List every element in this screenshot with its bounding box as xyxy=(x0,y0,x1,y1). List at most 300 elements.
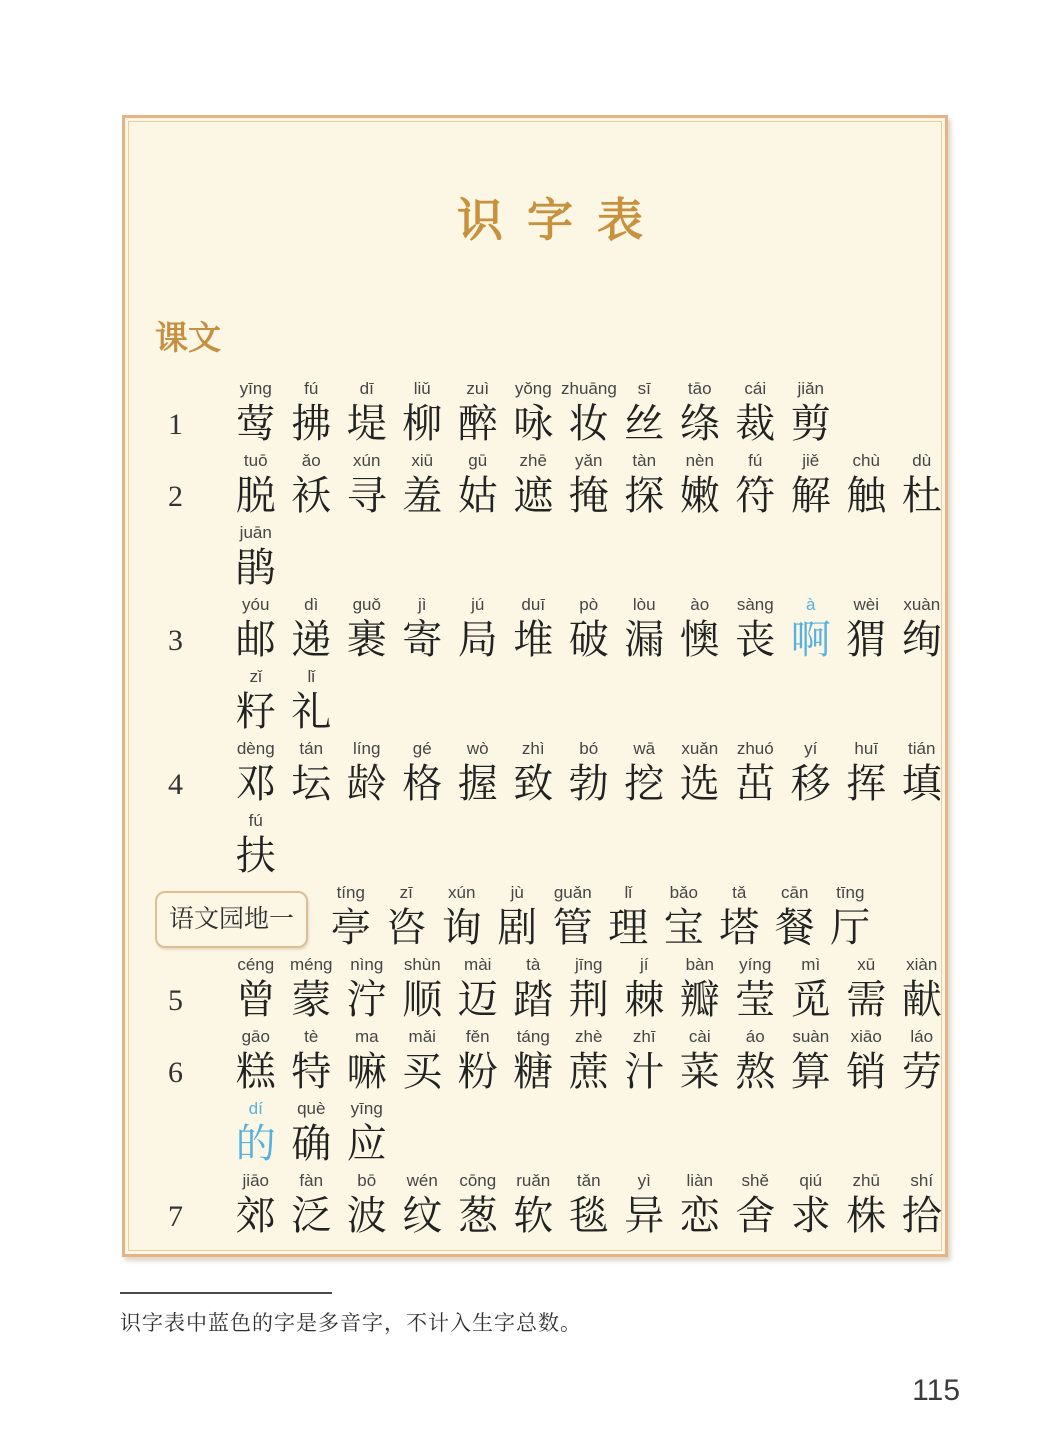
character: 拾 xyxy=(901,1193,942,1238)
char-cells xyxy=(228,735,950,807)
char-cell xyxy=(506,1167,562,1239)
char-cell xyxy=(339,375,395,447)
character: 丝 xyxy=(624,401,665,446)
char-cell xyxy=(450,735,506,807)
pinyin: zī xyxy=(399,883,413,902)
char-cell xyxy=(839,735,895,807)
character: 拂 xyxy=(291,401,332,446)
pinyin: nèn xyxy=(685,451,714,470)
character: 荆 xyxy=(568,977,609,1022)
pinyin: chù xyxy=(852,451,880,470)
character: 扶 xyxy=(235,833,276,878)
character: 堤 xyxy=(346,401,387,446)
char-cell xyxy=(339,735,395,807)
character: 泞 xyxy=(346,977,387,1022)
char-cell xyxy=(894,951,950,1023)
pinyin: jiāo xyxy=(242,1171,269,1190)
pinyin: wò xyxy=(466,739,489,758)
pinyin: cài xyxy=(688,1027,711,1046)
char-cell xyxy=(839,1167,895,1239)
character: 符 xyxy=(735,473,776,518)
pinyin: tāo xyxy=(687,379,712,398)
char-cell xyxy=(783,591,839,663)
character: 莺 xyxy=(235,401,276,446)
character: 填 xyxy=(901,761,942,806)
pinyin: tè xyxy=(304,1027,319,1046)
pinyin: shě xyxy=(741,1171,769,1190)
character-polyphonic: 啊 xyxy=(790,617,831,662)
char-cell xyxy=(228,735,284,807)
char-cell xyxy=(617,447,673,519)
page-title: 识字表 xyxy=(457,193,667,247)
character: 熬 xyxy=(735,1049,776,1094)
char-cell xyxy=(728,447,784,519)
char-cell xyxy=(672,375,728,447)
pinyin: méng xyxy=(289,955,333,974)
character: 坛 xyxy=(291,761,332,806)
character: 袄 xyxy=(291,473,332,518)
char-cell xyxy=(450,591,506,663)
character: 理 xyxy=(608,905,649,950)
pinyin: jí xyxy=(640,955,649,974)
pinyin: fú xyxy=(304,379,319,398)
char-cell xyxy=(839,1023,895,1095)
character: 挥 xyxy=(846,761,887,806)
pinyin: lòu xyxy=(632,595,656,614)
pinyin: zuì xyxy=(466,379,490,398)
pinyin: céng xyxy=(237,955,275,974)
character: 舍 xyxy=(735,1193,776,1238)
lesson-row xyxy=(155,951,945,1023)
pinyin: xún xyxy=(353,451,381,470)
footnote xyxy=(120,1292,582,1337)
char-cell xyxy=(284,663,340,735)
character: 触 xyxy=(846,473,887,518)
character: 葱 xyxy=(457,1193,498,1238)
char-cell xyxy=(728,1023,784,1095)
char-cells xyxy=(228,1095,395,1167)
pinyin: shùn xyxy=(403,955,441,974)
pinyin: dì xyxy=(304,595,319,614)
pinyin: lǐ xyxy=(307,667,316,686)
char-cell xyxy=(894,1023,950,1095)
char-cell xyxy=(728,375,784,447)
pinyin: lǐ xyxy=(624,883,633,902)
row-number: 4 xyxy=(168,768,183,801)
lesson-row xyxy=(155,879,945,951)
char-cell xyxy=(339,1167,395,1239)
character: 移 xyxy=(790,761,831,806)
pinyin: zhì xyxy=(521,739,545,758)
pinyin: yí xyxy=(804,739,818,758)
pinyin: à xyxy=(806,595,816,614)
char-cell xyxy=(450,375,506,447)
pinyin: mì xyxy=(801,955,821,974)
pinyin: jiě xyxy=(802,451,820,470)
pinyin: fàn xyxy=(299,1171,324,1190)
lesson-row xyxy=(155,1095,945,1167)
pinyin: juān xyxy=(239,523,272,542)
character: 踏 xyxy=(513,977,554,1022)
pinyin: huī xyxy=(854,739,879,758)
character: 醉 xyxy=(457,401,498,446)
pinyin: sàng xyxy=(736,595,774,614)
char-cell xyxy=(379,879,435,951)
pinyin: wén xyxy=(406,1171,438,1190)
character: 塔 xyxy=(719,905,760,950)
char-cell xyxy=(450,1167,506,1239)
pinyin: jì xyxy=(418,595,427,614)
pinyin: ruǎn xyxy=(516,1171,551,1190)
character: 顺 xyxy=(402,977,443,1022)
character: 迈 xyxy=(457,977,498,1022)
pinyin: wèi xyxy=(853,595,879,614)
pinyin: zhē xyxy=(519,451,547,470)
character: 羞 xyxy=(402,473,443,518)
char-cell xyxy=(228,591,284,663)
char-cell xyxy=(728,591,784,663)
character: 丧 xyxy=(735,617,776,662)
pinyin: cān xyxy=(781,883,809,902)
pinyin: tián xyxy=(908,739,936,758)
char-cell xyxy=(712,879,768,951)
char-cell xyxy=(228,1167,284,1239)
pinyin: dù xyxy=(912,451,932,470)
char-cell xyxy=(395,591,451,663)
pinyin: xū xyxy=(857,955,876,974)
pinyin: mài xyxy=(464,955,492,974)
character: 糕 xyxy=(235,1049,276,1094)
char-cell xyxy=(339,447,395,519)
character: 龄 xyxy=(346,761,387,806)
char-cell xyxy=(672,735,728,807)
pinyin: cōng xyxy=(459,1171,497,1190)
pinyin: tíng xyxy=(336,883,365,902)
character: 确 xyxy=(291,1121,332,1166)
pinyin: jīng xyxy=(575,955,603,974)
pinyin: tǎn xyxy=(576,1171,601,1190)
character: 粉 xyxy=(457,1049,498,1094)
char-cell xyxy=(672,591,728,663)
lesson-row xyxy=(155,375,945,447)
char-cell xyxy=(561,375,617,447)
character: 软 xyxy=(513,1193,554,1238)
pinyin: gāo xyxy=(241,1027,270,1046)
char-cell xyxy=(783,1023,839,1095)
pinyin: áo xyxy=(745,1027,765,1046)
pinyin: qiú xyxy=(799,1171,823,1190)
char-cell xyxy=(228,447,284,519)
row-number: 7 xyxy=(168,1200,183,1233)
pinyin: xuǎn xyxy=(681,739,719,758)
char-cell xyxy=(450,951,506,1023)
pinyin: yíng xyxy=(739,955,772,974)
char-cell xyxy=(783,1167,839,1239)
lesson-row xyxy=(155,519,945,591)
character: 绦 xyxy=(679,401,720,446)
character: 劳 xyxy=(901,1049,942,1094)
character: 嫩 xyxy=(679,473,720,518)
character: 柳 xyxy=(402,401,443,446)
lesson-row xyxy=(155,807,945,879)
char-cell xyxy=(561,1167,617,1239)
char-cell xyxy=(823,879,879,951)
character: 剧 xyxy=(497,905,538,950)
char-cell xyxy=(894,591,950,663)
pinyin: yīng xyxy=(350,1099,383,1118)
pinyin: cái xyxy=(744,379,767,398)
character: 宝 xyxy=(663,905,704,950)
character: 邮 xyxy=(235,617,276,662)
char-cell xyxy=(395,735,451,807)
pinyin: jù xyxy=(510,883,524,902)
pinyin: zhuāng xyxy=(561,379,617,398)
char-cell xyxy=(434,879,490,951)
pinyin: xún xyxy=(448,883,476,902)
character: 解 xyxy=(790,473,831,518)
character-rows xyxy=(155,375,945,1239)
char-cells xyxy=(228,1167,950,1239)
lesson-row xyxy=(155,447,945,519)
pinyin: liǔ xyxy=(413,379,431,398)
char-cells xyxy=(228,807,284,879)
character: 寄 xyxy=(402,617,443,662)
character: 需 xyxy=(846,977,887,1022)
character: 妆 xyxy=(568,401,609,446)
pinyin: xiàn xyxy=(906,955,938,974)
character: 毯 xyxy=(568,1193,609,1238)
character: 剪 xyxy=(790,401,831,446)
char-cell xyxy=(506,951,562,1023)
character: 漏 xyxy=(624,617,665,662)
pinyin: wā xyxy=(633,739,656,758)
character: 握 xyxy=(457,761,498,806)
char-cell xyxy=(783,951,839,1023)
char-cell xyxy=(228,1023,284,1095)
character: 遮 xyxy=(513,473,554,518)
pinyin: bō xyxy=(357,1171,377,1190)
pinyin: líng xyxy=(353,739,381,758)
character: 汁 xyxy=(624,1049,665,1094)
char-cell xyxy=(601,879,657,951)
pinyin: gé xyxy=(412,739,432,758)
char-cell xyxy=(561,1023,617,1095)
pinyin: táng xyxy=(516,1027,550,1046)
char-cells xyxy=(228,447,950,519)
lesson-row xyxy=(155,1167,945,1239)
character-polyphonic: 的 xyxy=(235,1121,276,1166)
char-cell xyxy=(617,1167,673,1239)
character: 销 xyxy=(846,1049,887,1094)
char-cell xyxy=(323,879,379,951)
char-cell xyxy=(284,735,340,807)
char-cell xyxy=(617,1023,673,1095)
char-cell xyxy=(617,375,673,447)
character: 脱 xyxy=(235,473,276,518)
char-cell xyxy=(728,735,784,807)
character: 特 xyxy=(291,1049,332,1094)
char-cell xyxy=(506,447,562,519)
character: 裁 xyxy=(735,401,776,446)
char-cell xyxy=(839,591,895,663)
pinyin: yīng xyxy=(239,379,272,398)
char-cell xyxy=(728,951,784,1023)
character: 茁 xyxy=(735,761,776,806)
char-cell xyxy=(672,447,728,519)
char-cell xyxy=(450,1023,506,1095)
row-number: 3 xyxy=(168,624,183,657)
char-cell xyxy=(656,879,712,951)
pinyin: liàn xyxy=(686,1171,713,1190)
char-cells xyxy=(323,879,878,951)
character: 嘛 xyxy=(346,1049,387,1094)
character: 姑 xyxy=(457,473,498,518)
pinyin: bó xyxy=(579,739,599,758)
char-cell xyxy=(617,735,673,807)
pinyin: dèng xyxy=(236,739,275,758)
lesson-row xyxy=(155,735,945,807)
char-cell xyxy=(839,951,895,1023)
char-cell xyxy=(395,951,451,1023)
char-cell xyxy=(561,591,617,663)
char-cell xyxy=(728,1167,784,1239)
char-cell xyxy=(894,735,950,807)
character: 献 xyxy=(901,977,942,1022)
character: 勃 xyxy=(568,761,609,806)
pinyin: fú xyxy=(248,811,263,830)
character: 恋 xyxy=(679,1193,720,1238)
character: 掩 xyxy=(568,473,609,518)
char-cells xyxy=(228,663,339,735)
footnote-divider xyxy=(120,1292,332,1294)
character: 波 xyxy=(346,1193,387,1238)
pinyin: jú xyxy=(471,595,485,614)
character: 递 xyxy=(291,617,332,662)
char-cell xyxy=(395,447,451,519)
pinyin: láo xyxy=(910,1027,934,1046)
pinyin: tàn xyxy=(632,451,657,470)
character: 鹃 xyxy=(235,545,276,590)
pinyin: jiǎn xyxy=(797,379,824,398)
char-cell xyxy=(783,375,839,447)
pinyin: ma xyxy=(354,1027,379,1046)
pinyin: zhī xyxy=(632,1027,656,1046)
char-cell xyxy=(284,447,340,519)
pinyin: dī xyxy=(359,379,374,398)
pinyin: ào xyxy=(690,595,710,614)
pinyin: yǎn xyxy=(575,451,603,470)
char-cell xyxy=(672,1023,728,1095)
pinyin: què xyxy=(297,1099,326,1118)
pinyin: bàn xyxy=(685,955,714,974)
row-number: 6 xyxy=(168,1056,183,1089)
character: 破 xyxy=(568,617,609,662)
char-cell xyxy=(339,951,395,1023)
character: 棘 xyxy=(624,977,665,1022)
char-cell xyxy=(284,375,340,447)
character: 绚 xyxy=(901,617,942,662)
character: 株 xyxy=(846,1193,887,1238)
pinyin: dí xyxy=(248,1099,263,1118)
character: 异 xyxy=(624,1193,665,1238)
char-cell xyxy=(506,1023,562,1095)
character: 懊 xyxy=(679,617,720,662)
character: 糖 xyxy=(513,1049,554,1094)
character: 管 xyxy=(552,905,593,950)
char-cell xyxy=(228,375,284,447)
char-cell xyxy=(894,1167,950,1239)
pinyin: shí xyxy=(910,1171,934,1190)
pinyin: zǐ xyxy=(249,667,262,686)
char-cell xyxy=(450,447,506,519)
row-number: 1 xyxy=(168,408,183,441)
pinyin: yǒng xyxy=(514,379,552,398)
character: 买 xyxy=(402,1049,443,1094)
panel-content xyxy=(125,184,945,1239)
pinyin: suàn xyxy=(792,1027,830,1046)
character: 致 xyxy=(513,761,554,806)
character: 询 xyxy=(441,905,482,950)
pinyin: yóu xyxy=(242,595,270,614)
char-cell xyxy=(672,1167,728,1239)
pinyin: guǎn xyxy=(553,883,592,902)
pinyin: mǎi xyxy=(408,1027,436,1046)
char-cell xyxy=(284,1023,340,1095)
row-number: 5 xyxy=(168,984,183,1017)
char-cell xyxy=(339,1095,395,1167)
char-cell xyxy=(228,807,284,879)
pinyin: guǒ xyxy=(352,595,381,614)
garden-label: 语文园地一 xyxy=(155,891,308,948)
character: 纹 xyxy=(402,1193,443,1238)
character: 觅 xyxy=(790,977,831,1022)
character: 挖 xyxy=(624,761,665,806)
char-cell xyxy=(228,951,284,1023)
char-cell xyxy=(395,1023,451,1095)
char-cell xyxy=(228,663,284,735)
char-cell xyxy=(395,1167,451,1239)
pinyin: tīng xyxy=(836,883,865,902)
character: 曾 xyxy=(235,977,276,1022)
char-cell xyxy=(506,375,562,447)
character: 菜 xyxy=(679,1049,720,1094)
char-cell xyxy=(561,447,617,519)
garden-label-column xyxy=(155,891,323,951)
pinyin: nìng xyxy=(350,955,384,974)
pinyin: xuàn xyxy=(903,595,941,614)
char-cell xyxy=(561,951,617,1023)
pinyin: fú xyxy=(748,451,763,470)
pinyin: zhuó xyxy=(736,739,774,758)
pinyin: fěn xyxy=(465,1027,490,1046)
pinyin: duī xyxy=(521,595,546,614)
bordered-panel xyxy=(122,115,948,1257)
pinyin: ǎo xyxy=(301,451,321,470)
character: 蔗 xyxy=(568,1049,609,1094)
character: 礼 xyxy=(291,689,332,734)
char-cell xyxy=(228,1095,284,1167)
char-cell xyxy=(284,1095,340,1167)
character: 邓 xyxy=(235,761,276,806)
lesson-row xyxy=(155,1023,945,1095)
pinyin: zhū xyxy=(852,1171,880,1190)
char-cell xyxy=(783,447,839,519)
char-cell xyxy=(672,951,728,1023)
char-cell xyxy=(228,519,284,591)
character: 求 xyxy=(790,1193,831,1238)
character: 咏 xyxy=(513,401,554,446)
pinyin: xiāo xyxy=(850,1027,882,1046)
